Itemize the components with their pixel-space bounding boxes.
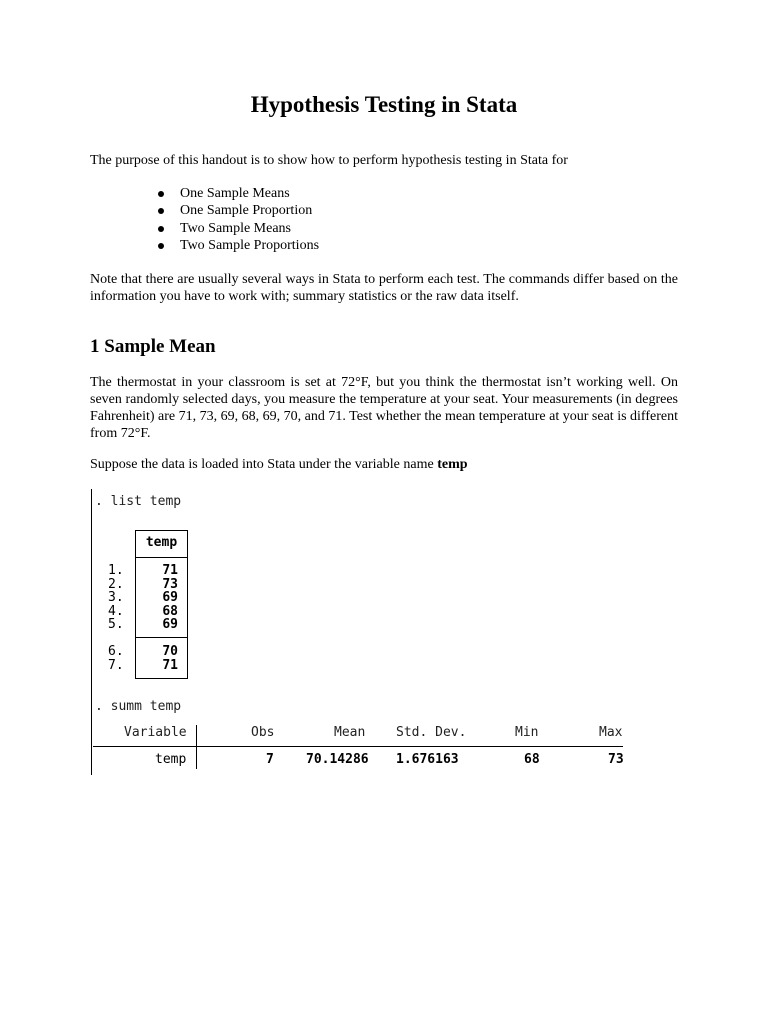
row-number: 5.: [108, 617, 124, 632]
table-cell: 70: [162, 644, 178, 659]
list-item: One Sample Proportion: [158, 202, 319, 219]
summ-header-std-dev: Std. Dev.: [396, 725, 467, 740]
summ-value-mean: 70.14286: [306, 752, 369, 767]
topic-list: [158, 185, 319, 254]
row-number: 7.: [108, 657, 124, 673]
variable-name: temp: [437, 457, 468, 472]
note-paragraph: Note that there are usually several ways in Stata to perform each test. The commands differ based on the information you have to work with; summary statistics or the raw data itself.: [90, 272, 678, 304]
list-command: . list temp: [95, 494, 182, 509]
summ-header-obs: Obs: [251, 725, 275, 740]
summ-value-min: 68: [524, 752, 540, 767]
divider: [136, 557, 187, 558]
row-number: 6.: [108, 644, 124, 659]
bullet-icon: [158, 208, 164, 214]
summ-value-variable: temp: [155, 752, 187, 767]
table-cell: 71: [162, 657, 178, 673]
list-item: Two Sample Proportions: [158, 237, 319, 254]
list-item: One Sample Means: [158, 185, 319, 202]
table-cell: 69: [162, 617, 178, 632]
table-cell: 71: [162, 563, 178, 578]
suppose-paragraph: Suppose the data is loaded into Stata under the variable name temp: [90, 457, 468, 472]
list-table: [135, 530, 188, 679]
divider: [196, 725, 197, 769]
table-cell: 69: [162, 590, 178, 605]
summ-value-std-dev: 1.676163: [396, 752, 459, 767]
divider: [93, 746, 623, 747]
summ-value-max: 73: [608, 752, 624, 767]
divider: [136, 637, 187, 638]
problem-paragraph: The thermostat in your classroom is set at 72°F, but you think the thermostat isn’t working well. On seven randomly selected days, you measure the temperature at your seat. Your measurements (in degrees Fahrenheit) are 71, 73, 69, 68, 69, 70, and 71. Test whether the mean temperature at your seat is different from 72°F.: [90, 375, 678, 441]
table-cell: 68: [162, 603, 178, 619]
summ-command: . summ temp: [95, 699, 182, 714]
list-header: temp: [145, 535, 178, 550]
section-heading: 1 Sample Mean: [90, 336, 216, 357]
bullet-icon: [158, 191, 164, 197]
stata-output-border: [91, 489, 92, 775]
summ-header-variable: Variable: [124, 725, 187, 740]
row-number: 3.: [108, 590, 124, 605]
bullet-icon: [158, 243, 164, 249]
summ-value-obs: 7: [266, 752, 274, 767]
page-title: Hypothesis Testing in Stata: [250, 92, 518, 117]
summ-header-max: Max: [599, 725, 623, 740]
row-number: 2.: [108, 576, 124, 592]
summ-header-mean: Mean: [334, 725, 366, 740]
row-number: 1.: [108, 563, 124, 578]
bullet-icon: [158, 226, 164, 232]
row-number: 4.: [108, 603, 124, 619]
list-item: Two Sample Means: [158, 220, 319, 237]
table-cell: 73: [162, 576, 178, 592]
summ-header-min: Min: [515, 725, 539, 740]
intro-paragraph: The purpose of this handout is to show how to perform hypothesis testing in Stata for: [90, 153, 568, 168]
